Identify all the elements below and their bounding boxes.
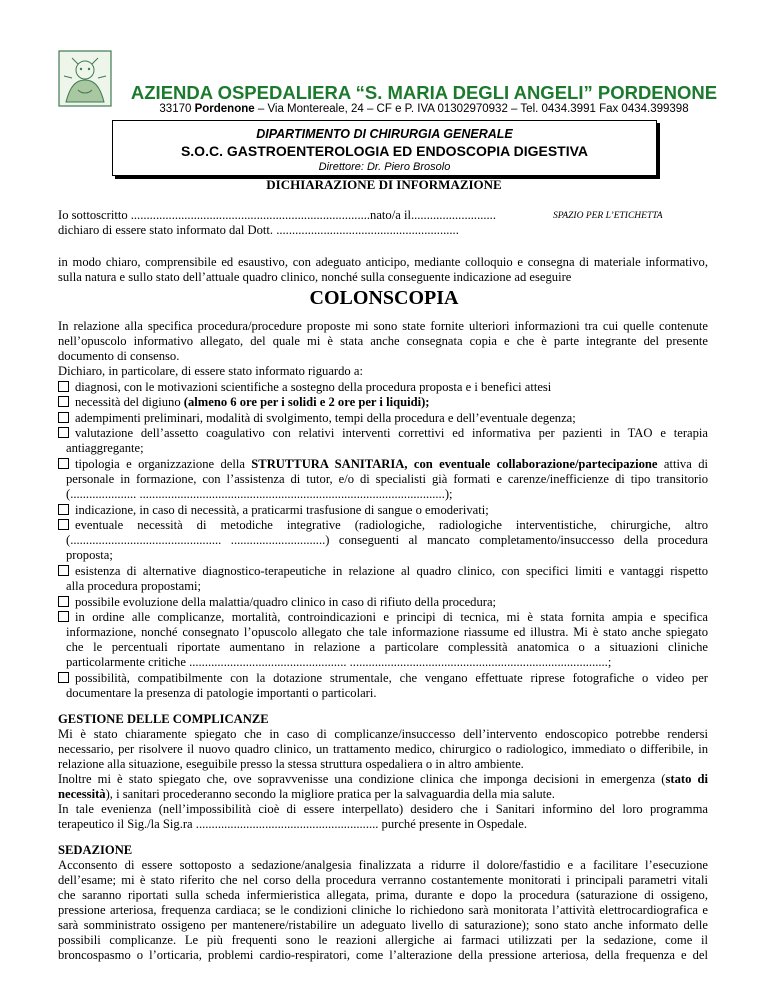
- body-line: In relazione alla specifica procedura/procedure proposte mi sono state fornite ulteriori informazioni tra cui quelle contenute: [58, 319, 708, 333]
- sedation-line: dell’esame; mi è stato riferito che nel corso della procedura verranno costantemente monitorati i principali parametri vitali: [58, 873, 708, 887]
- checklist-item: valutazione dell’assetto coagulativo con relativi interventi correttivi ed informativa per pazienti in TAO e terapia: [58, 426, 708, 441]
- complications-heading: GESTIONE DELLE COMPLICANZE: [58, 712, 269, 726]
- checkbox-icon[interactable]: [58, 427, 69, 438]
- intro-paragraph-line: sulla natura e sullo stato dell’attuale quadro clinico, nonché sulla conseguente indicazione ad eseguire: [58, 270, 572, 284]
- body-line: Dichiaro, in particolare, di essere stato informato riguardo a:: [58, 364, 363, 378]
- checklist-item: necessità del digiuno (almeno 6 ore per i solidi e 2 ore per i liquidi);: [58, 395, 708, 410]
- document-title: DICHIARAZIONE DI INFORMAZIONE: [266, 177, 502, 192]
- checklist-item-continuation: particolarmente critiche .................................................. ..................................................................................;: [66, 655, 612, 669]
- sedation-line: pressione arteriosa, frequenza cardiaca; se le condizioni cliniche lo richiedono sarà monitorata l’attività elettrocardiografica e: [58, 903, 708, 917]
- sedation-line: sarà somministrato ossigeno per mantenere/ristabilire un adeguato livello di saturazione); sono stato anche informato delle: [58, 918, 708, 932]
- complications-line: necessità), i sanitari procederanno secondo la migliore pratica per la salvaguardia della mia salute.: [58, 787, 555, 801]
- checklist-item: eventuale necessità di metodiche integrative (radiologiche, radiologiche interventistiche, chirurgiche, altro: [58, 518, 708, 533]
- checklist-item: diagnosi, con le motivazioni scientifiche a sostegno della procedura proposta e i benefici attesi: [58, 380, 708, 395]
- checklist-item: indicazione, in caso di necessità, a praticarmi trasfusione di sangue o emoderivati;: [58, 503, 708, 518]
- checklist-item: esistenza di alternative diagnostico-terapeutiche in relazione al quadro clinico, con specifici limiti e vantaggi rispetto: [58, 564, 708, 579]
- checkbox-icon[interactable]: [58, 412, 69, 423]
- hospital-logo: [58, 50, 112, 107]
- sedation-line: Acconsento di essere sottoposto a sedazione/analgesia finalizzata a ridurre il dolore/fastidio e a facilitare l’esecuzione: [58, 858, 708, 872]
- checkbox-icon[interactable]: [58, 396, 69, 407]
- complications-line: terapeutico il Sig./la Sig.ra .......................................................... purché presente in Ospedale.: [58, 817, 528, 831]
- complications-line: necessario, per risolvere il nuovo quadro clinico, un trattamento medico, chirurgico o radiologico, immediato o differibile, in: [58, 742, 708, 756]
- complications-line: Inoltre mi è stato spiegato che, ove sopravvenisse una condizione clinica che imponga decisioni in emergenza (stato di: [58, 772, 708, 786]
- checkbox-icon[interactable]: [58, 504, 69, 515]
- complications-line: In tale evenienza (nell’impossibilità cioè di essere interpellato) desidero che i Sanitari informino del loro programma: [58, 802, 708, 816]
- checkbox-icon[interactable]: [58, 519, 69, 530]
- checklist-item-continuation: (..................... .................................................................................................);: [66, 487, 453, 501]
- sedation-line: broncospasmo o l’orticaria, problemi cardio-respiratori, come l’alterazione della pressione arteriosa, della frequenza e del: [58, 948, 708, 962]
- complications-line: Mi è stato chiaramente spiegato che in caso di complicanze/insuccesso dell’intervento endoscopico potrebbe rendersi: [58, 727, 708, 741]
- checkbox-icon[interactable]: [58, 381, 69, 392]
- checkbox-icon[interactable]: [58, 596, 69, 607]
- department-name: DIPARTIMENTO DI CHIRURGIA GENERALE: [256, 127, 513, 141]
- checklist-item-continuation: informazione, nonché consegnato l’opuscolo allegato che tale informazione riassume ed illustra. Mi è stato anche spiegato: [66, 625, 708, 639]
- checklist-item: possibilità, compatibilmente con la dotazione strumentale, che vengano effettuate riprese fotografiche o video per: [58, 671, 708, 686]
- body-line: nell’opuscolo informativo allegato, del quale mi è stata anche consegnata copia e che è parte integrante del presente: [58, 334, 708, 348]
- sedation-line: che saranno riportati sulla scheda infermieristica allegata, prima, durante e dopo la procedura (saturazione di ossigeno,: [58, 888, 708, 902]
- body-line: documento di consenso.: [58, 349, 180, 363]
- doctor-line: dichiaro di essere stato informato dal Dott. ..........................................................: [58, 223, 459, 237]
- department-box: [112, 120, 657, 176]
- label-space: SPAZIO PER L’ETICHETTA: [553, 211, 663, 221]
- checklist-item-continuation: antiaggregante;: [66, 441, 144, 455]
- sedation-heading: SEDAZIONE: [58, 843, 133, 857]
- checkbox-icon[interactable]: [58, 458, 69, 469]
- checklist-item-continuation: proposta;: [66, 548, 113, 562]
- checklist-item-continuation: personale in formazione, con l’assistenza di tutor, e/o di specialisti già formati e carenze/inefficienze di tipo transitorio: [66, 472, 708, 486]
- checklist-item: in ordine alle complicanze, mortalità, controindicazioni e principi di tecnica, mi è stata fornita ampia e specifica: [58, 610, 708, 625]
- sedation-line: possibili complicanze. Le più frequenti sono le reazioni allergiche ai farmaci utilizzati per la sedazione, come il: [58, 933, 708, 947]
- address-city: Pordenone: [194, 103, 255, 115]
- complications-line: relazione alla situazione, eseguibile presso la stessa struttura ospedaliera o in altro ambiente.: [58, 757, 524, 771]
- intro-paragraph-line: in modo chiaro, comprensibile ed esaustivo, con adeguato anticipo, mediante colloquio e consegna di materiale informativo,: [58, 255, 708, 269]
- checklist-item: tipologia e organizzazione della STRUTTURA SANITARIA, con eventuale collaborazione/partecipazione attiva di: [58, 457, 708, 472]
- checklist-item: possibile evoluzione della malattia/quadro clinico in caso di rifiuto della procedura;: [58, 595, 708, 610]
- director-name: Direttore: Dr. Piero Brosolo: [318, 161, 451, 173]
- checklist-item-continuation: documentare la presenza di patologie importanti o particolari.: [66, 686, 377, 700]
- checkbox-icon[interactable]: [58, 672, 69, 683]
- hospital-address: 33170 Pordenone – Via Montereale, 24 – CF e P. IVA 01302970932 – Tel. 0434.3991 Fax 0434.399398: [159, 103, 689, 115]
- checklist-item: adempimenti preliminari, modalità di svolgimento, tempi della procedura e dell’eventuale degenza;: [58, 411, 708, 426]
- checkbox-icon[interactable]: [58, 611, 69, 622]
- hospital-name: AZIENDA OSPEDALIERA “S. MARIA DEGLI ANGELI” PORDENONE: [130, 82, 718, 103]
- checklist-item-continuation: che le percentuali riportate aumentano in relazione a particolare complessità anatomica o a situazioni cliniche: [66, 640, 708, 654]
- checkbox-icon[interactable]: [58, 565, 69, 576]
- declarant-line: Io sottoscritto ............................................................................nato/a il...........................: [58, 208, 496, 222]
- checklist-item-continuation: alla procedura propostami;: [66, 579, 201, 593]
- checklist-item-continuation: (................................................ ..............................) conseguenti al mancato completamento/insuccesso della procedura: [66, 533, 708, 547]
- unit-name: S.O.C. GASTROENTEROLOGIA ED ENDOSCOPIA DIGESTIVA: [180, 143, 589, 159]
- procedure-title: COLONSCOPIA: [309, 287, 459, 309]
